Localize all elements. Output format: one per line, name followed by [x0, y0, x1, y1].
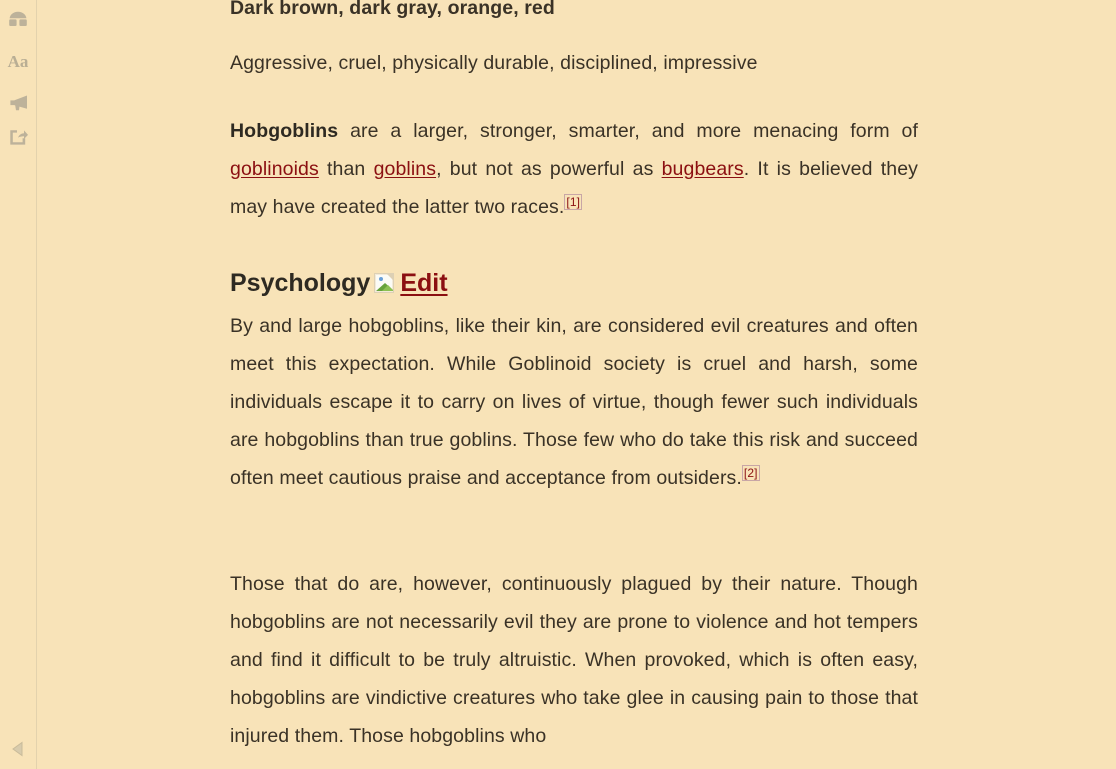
reference-link-1[interactable]: [1]	[566, 194, 581, 209]
edit-section-link[interactable]: Edit	[400, 269, 448, 297]
broken-image-icon	[374, 273, 394, 293]
intro-text-3: , but not as powerful as	[436, 158, 662, 180]
share-export-icon[interactable]	[0, 120, 36, 154]
intro-text-2: than	[318, 158, 374, 180]
reader-toolbar	[0, 0, 37, 769]
reference-marker-2	[742, 465, 760, 481]
psychology-paragraph-1	[230, 307, 918, 497]
intro-text-1: are a larger, stronger, smarter, and more menacing form of	[338, 120, 918, 142]
section-title: Psychology	[230, 269, 371, 297]
clipped-appearance-line: Dark brown, dark gray, orange, red	[230, 0, 555, 19]
font-size-icon[interactable]	[0, 44, 36, 78]
left-triangle-icon[interactable]	[0, 732, 36, 766]
link-goblins[interactable]: goblins	[373, 158, 437, 180]
link-goblinoids[interactable]: goblinoids	[230, 158, 319, 180]
link-bugbears[interactable]: bugbears	[661, 158, 744, 180]
reference-link-2[interactable]: [2]	[743, 465, 758, 480]
page-section-heading	[230, 266, 448, 300]
lead-term: Hobgoblins	[230, 120, 339, 142]
font-size-label: Aa	[7, 51, 29, 71]
reader-view-icon[interactable]	[0, 2, 36, 36]
psychology-paragraph-2: Those that do are, however, continuously plagued by their nature. Though hobgoblins are not necessarily evil they are prone to violence and hot tempers and find it difficult to be truly altruistic. When provoked, which is often easy, hobgoblins are vindictive creatures who take glee in causing pain to those that injured them. Those hobgoblins who	[230, 573, 918, 747]
megaphone-icon[interactable]	[0, 86, 36, 120]
intro-paragraph	[230, 112, 918, 226]
psychology-paragraph-1-text: By and large hobgoblins, like their kin, are considered evil creatures and often meet this expectation. While Goblinoid society is cruel and harsh, some individuals escape it to carry on lives of virtue, though fewer such individuals are hobgoblins than true goblins. Those few who do take this risk and succeed often meet cautious praise and acceptance from outsiders.	[230, 315, 918, 489]
reference-marker-1	[564, 194, 582, 210]
traits-line: Aggressive, cruel, physically durable, disciplined, impressive	[230, 52, 758, 74]
intro-text-4: . It is believed they may have created the latter two races.	[230, 158, 919, 218]
